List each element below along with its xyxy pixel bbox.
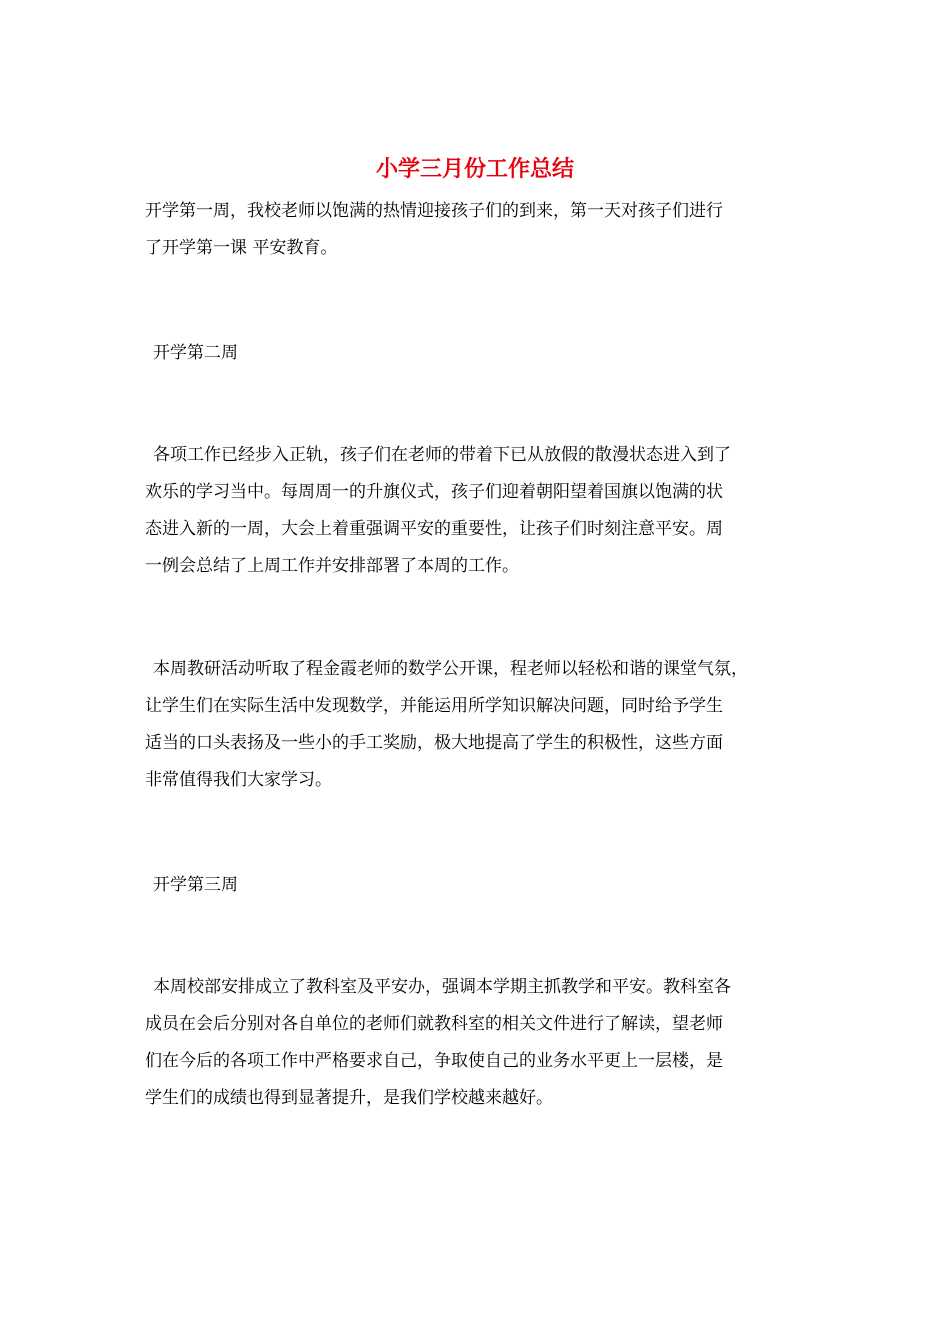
paragraph-line: 了开学第一课 平安教育。 xyxy=(145,238,338,258)
paragraph-line: 各项工作已经步入正轨，孩子们在老师的带着下已从放假的散漫状态进入到了 xyxy=(153,445,731,465)
paragraph-line: 开学第一周，我校老师以饱满的热情迎接孩子们的到来，第一天对孩子们进行 xyxy=(145,201,723,221)
paragraph-line: 本周校部安排成立了教科室及平安办，强调本学期主抓教学和平安。教科室各 xyxy=(153,977,731,997)
document-title: 小学三月份工作总结 xyxy=(375,156,574,182)
paragraph-line: 一例会总结了上周工作并安排部署了本周的工作。 xyxy=(145,556,519,576)
paragraph-line: 非常值得我们大家学习。 xyxy=(145,770,332,790)
paragraph-line: 成员在会后分别对各自单位的老师们就教科室的相关文件进行了解读，望老师 xyxy=(145,1014,723,1034)
paragraph-line: 学生们的成绩也得到显著提升，是我们学校越来越好。 xyxy=(145,1088,553,1108)
paragraph-line: 们在今后的各项工作中严格要求自己，争取使自己的业务水平更上一层楼，是 xyxy=(145,1051,723,1071)
paragraph-line: 让学生们在实际生活中发现数学，并能运用所学知识解决问题，同时给予学生 xyxy=(145,696,723,716)
section-heading: 开学第三周 xyxy=(153,875,238,895)
paragraph-line: 适当的口头表扬及一些小的手工奖励，极大地提高了学生的积极性，这些方面 xyxy=(145,733,723,753)
paragraph-line: 欢乐的学习当中。每周周一的升旗仪式，孩子们迎着朝阳望着国旗以饱满的状 xyxy=(145,482,723,502)
paragraph-line: 本周教研活动听取了程金霞老师的数学公开课，程老师以轻松和谐的课堂气氛， xyxy=(153,659,748,679)
section-heading: 开学第二周 xyxy=(153,343,238,363)
paragraph-line: 态进入新的一周，大会上着重强调平安的重要性，让孩子们时刻注意平安。周 xyxy=(145,519,723,539)
